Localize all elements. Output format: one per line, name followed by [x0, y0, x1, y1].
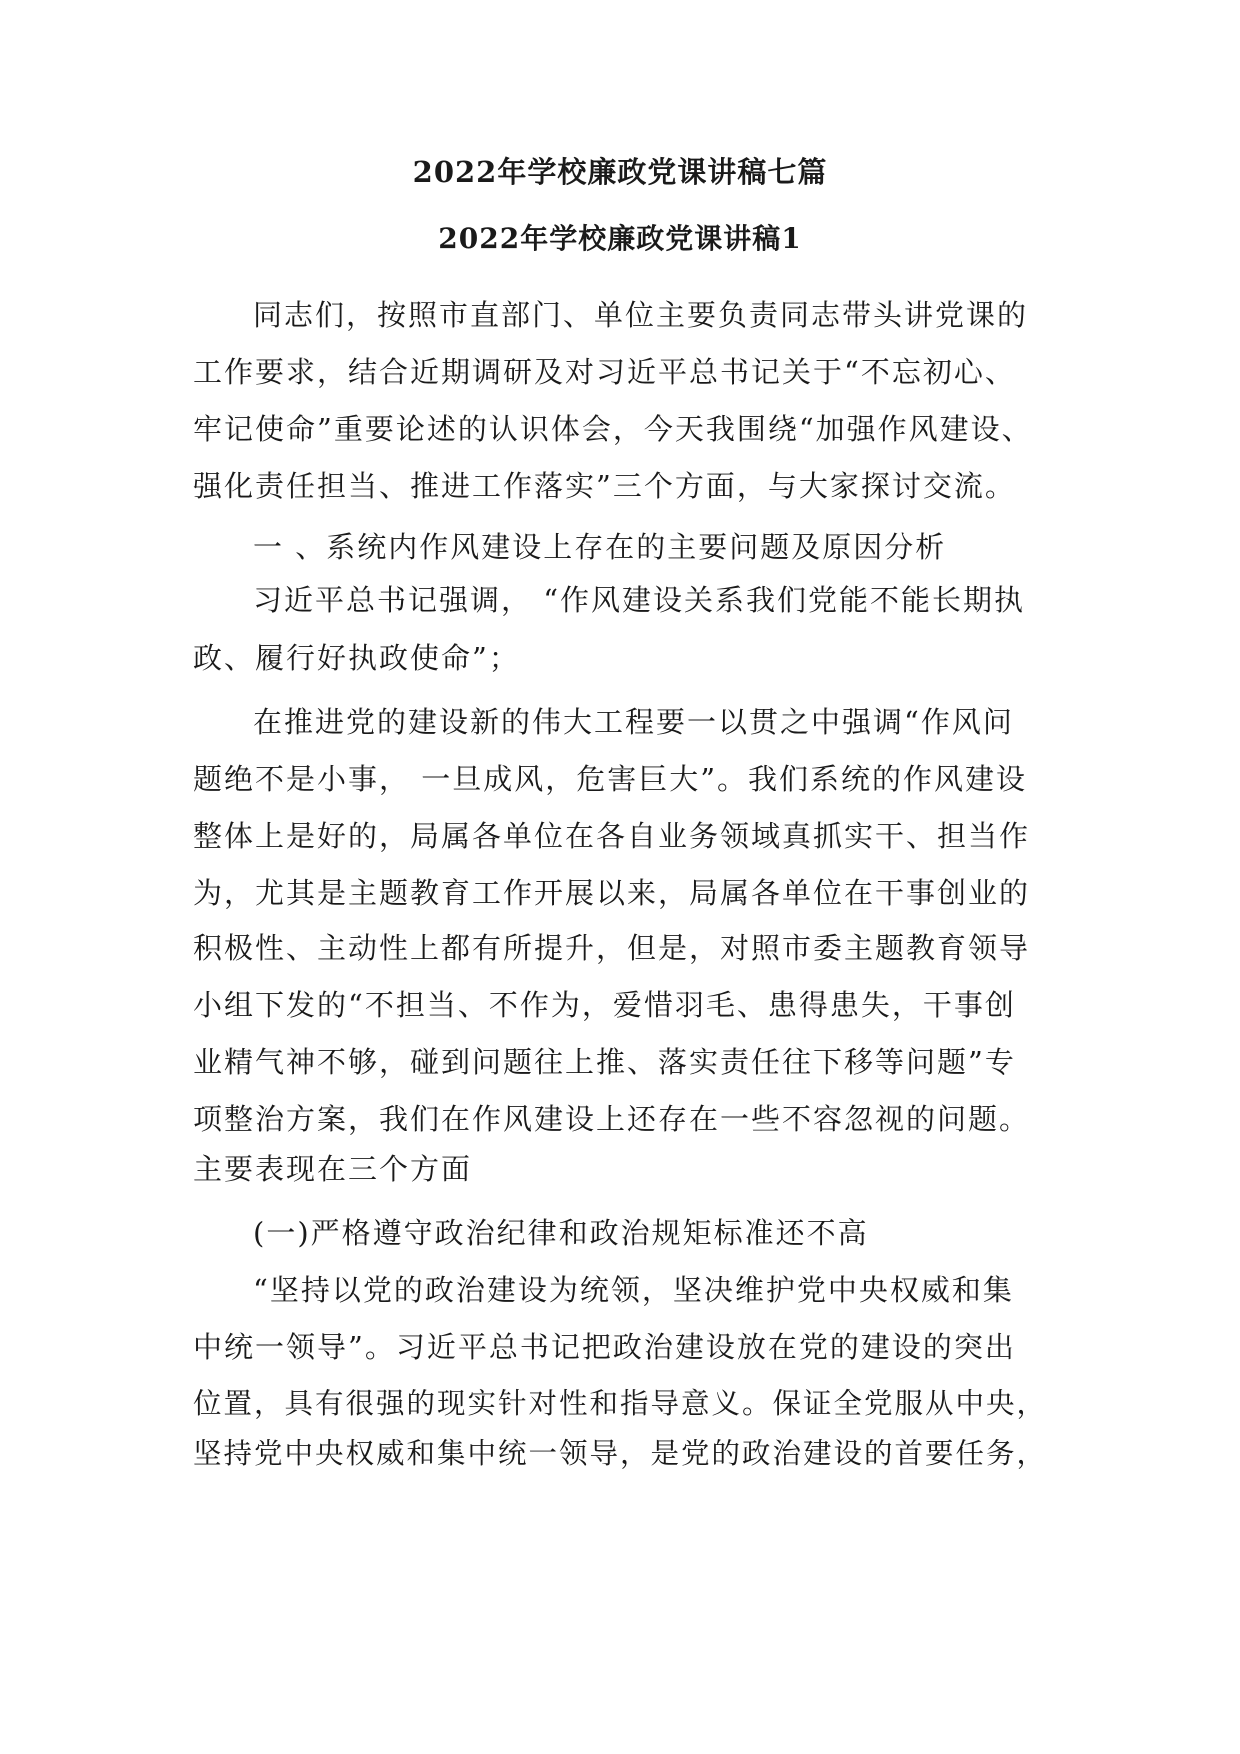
paragraph-line: 政、履行好执政使命”；	[193, 641, 520, 675]
paragraph-line: 强化责任担当、推进工作落实”三个方面，与大家探讨交流。	[193, 469, 1016, 503]
paragraph-line: 业精气神不够，碰到问题往上推、落实责任往下移等问题”专	[193, 1045, 1016, 1079]
subsection-heading: (一)严格遵守政治纪律和政治规矩标准还不高	[253, 1216, 869, 1250]
paragraph-line: 同志们，按照市直部门、单位主要负责同志带头讲党课的	[253, 298, 1029, 332]
paragraph-line: 题绝不是小事， 一旦成风，危害巨大”。我们系统的作风建设	[193, 762, 1028, 796]
paragraph-line: 工作要求，结合近期调研及对习近平总书记关于“不忘初心、	[193, 355, 1016, 389]
document-subtitle: 2022年学校廉政党课讲稿1	[438, 222, 802, 255]
document-title: 2022年学校廉政党课讲稿七篇	[412, 155, 828, 189]
paragraph-line: 为，尤其是主题教育工作开展以来，局属各单位在干事创业的	[193, 876, 1031, 910]
paragraph-line: 小组下发的“不担当、不作为，爱惜羽毛、患得患失，干事创	[193, 988, 1016, 1022]
paragraph-line: 整体上是好的，局属各单位在各自业务领域真抓实干、担当作	[193, 819, 1031, 853]
paragraph-line: 位置，具有很强的现实针对性和指导意义。保证全党服从中央，	[193, 1387, 1048, 1420]
paragraph-line: 项整治方案，我们在作风建设上还存在一些不容忽视的问题。	[193, 1102, 1031, 1136]
paragraph-line: “坚持以党的政治建设为统领，坚决维护党中央权威和集	[253, 1273, 1014, 1307]
paragraph-line: 主要表现在三个方面	[193, 1152, 473, 1186]
paragraph-line: 习近平总书记强调， “作风建设关系我们党能不能长期执	[253, 583, 1026, 617]
paragraph-line: 在推进党的建设新的伟大工程要一以贯之中强调“作风问	[253, 705, 1014, 739]
section-heading: 一 、系统内作风建设上存在的主要问题及原因分析	[253, 530, 947, 564]
paragraph-line: 积极性、主动性上都有所提升，但是，对照市委主题教育领导	[193, 931, 1031, 965]
paragraph-line: 坚持党中央权威和集中统一领导，是党的政治建设的首要任务，	[193, 1437, 1048, 1470]
paragraph-line: 中统一领导”。习近平总书记把政治建设放在党的建设的突出	[193, 1330, 1016, 1364]
paragraph-line: 牢记使命”重要论述的认识体会，今天我围绕“加强作风建设、	[193, 412, 1033, 446]
